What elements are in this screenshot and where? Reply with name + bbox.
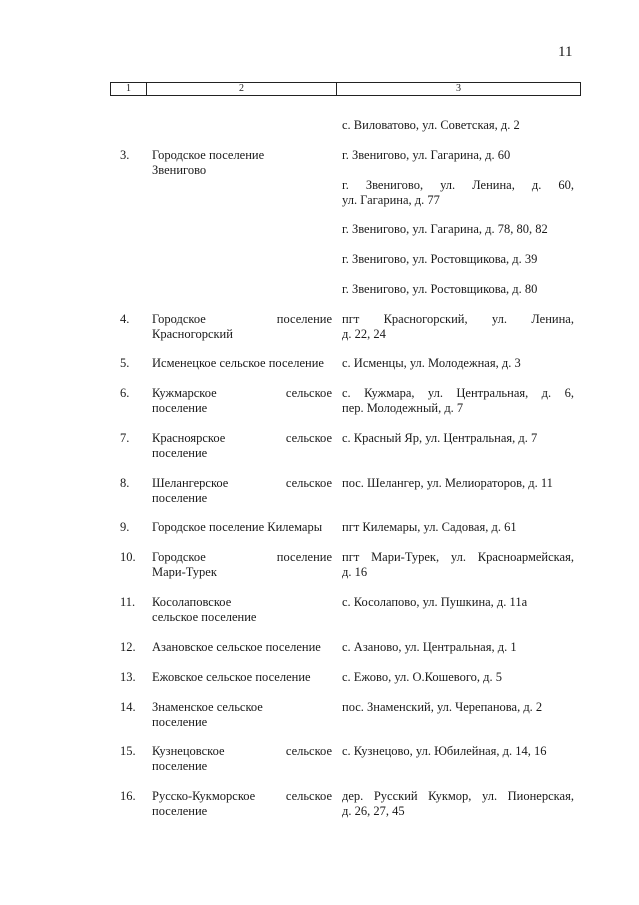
address-entry <box>342 431 574 446</box>
row-number: 7. <box>120 431 130 445</box>
address-entry <box>342 356 574 371</box>
address-entry <box>342 222 574 237</box>
settlement-name-line: Знаменское сельское <box>152 700 263 714</box>
settlement-name <box>152 595 332 625</box>
settlement-name-line: Красноярское сельское <box>152 431 332 445</box>
settlement-name-line: Шелангерское сельское <box>152 476 332 490</box>
address-line: пос. Знаменский, ул. Черепанова, д. 2 <box>342 700 543 714</box>
address-entry <box>342 550 574 580</box>
settlement-name-line: Мари-Турек <box>152 565 217 579</box>
address-line: пер. Молодежный, д. 7 <box>342 401 464 415</box>
address-entry <box>342 789 574 819</box>
address-entry <box>342 744 574 759</box>
row-number: 12. <box>120 640 136 654</box>
settlement-name-line: Исменецкое сельское поселение <box>152 356 324 370</box>
address-entry <box>342 476 574 491</box>
address-line: г. Звенигово, ул. Ростовщикова, д. 80 <box>342 282 538 296</box>
address-line: с. Виловатово, ул. Советская, д. 2 <box>342 118 520 132</box>
settlement-name-line: Городское поселение Килемары <box>152 520 323 534</box>
address-entry <box>342 670 574 685</box>
row-number: 10. <box>120 550 136 564</box>
row-number: 9. <box>120 520 130 534</box>
address-line: с. Кужмара, ул. Центральная, д. 6, <box>342 386 574 400</box>
address-line: г. Звенигово, ул. Гагарина, д. 60 <box>342 148 511 162</box>
header-col-2: 2 <box>147 83 337 95</box>
page-number: 11 <box>558 44 573 60</box>
row-number: 15. <box>120 744 136 758</box>
settlement-name-line: Городское поселение <box>152 550 332 564</box>
settlement-name-line: Азановское сельское поселение <box>152 640 321 654</box>
settlement-name-line: Косолаповское <box>152 595 232 609</box>
address-entry <box>342 148 574 163</box>
settlement-name-line: Русско-Кукморское сельское <box>152 789 332 803</box>
settlement-name <box>152 744 332 774</box>
row-number: 4. <box>120 312 130 326</box>
row-number: 6. <box>120 386 130 400</box>
settlement-name <box>152 789 332 819</box>
address-entry <box>342 386 574 416</box>
address-line: пос. Шелангер, ул. Мелиораторов, д. 11 <box>342 476 553 490</box>
address-entry <box>342 312 574 342</box>
address-line: с. Кузнецово, ул. Юбилейная, д. 14, 16 <box>342 744 547 758</box>
address-entry <box>342 640 574 655</box>
address-entry <box>342 595 574 610</box>
address-entry <box>342 282 574 297</box>
header-col-1: 1 <box>111 83 147 95</box>
header-col-3: 3 <box>456 83 461 94</box>
address-line: г. Звенигово, ул. Гагарина, д. 78, 80, 82 <box>342 222 548 236</box>
address-line: д. 22, 24 <box>342 327 386 341</box>
settlement-name <box>152 520 332 535</box>
row-number: 11. <box>120 595 136 609</box>
row-number: 5. <box>120 356 130 370</box>
address-line: пгт Красногорский, ул. Ленина, <box>342 312 574 326</box>
settlement-name <box>152 386 332 416</box>
address-line: пгт Килемары, ул. Садовая, д. 61 <box>342 520 517 534</box>
row-number: 13. <box>120 670 136 684</box>
settlement-name-line: поселение <box>152 715 208 729</box>
settlement-name-line: поселение <box>152 759 208 773</box>
address-entry <box>342 178 574 208</box>
address-line: с. Красный Яр, ул. Центральная, д. 7 <box>342 431 538 445</box>
address-entry <box>342 252 574 267</box>
settlement-name-line: Ежовское сельское поселение <box>152 670 311 684</box>
settlement-name-line: Красногорский <box>152 327 233 341</box>
address-line: дер. Русский Кукмор, ул. Пионерская, <box>342 789 574 803</box>
settlement-name-line: Кужмарское сельское <box>152 386 332 400</box>
address-line: д. 26, 27, 45 <box>342 804 405 818</box>
row-number: 16. <box>120 789 136 803</box>
settlement-name <box>152 670 332 685</box>
settlement-name-line: Городское поселение <box>152 312 332 326</box>
address-line: с. Исменцы, ул. Молодежная, д. 3 <box>342 356 521 370</box>
address-entry <box>342 118 574 133</box>
settlement-name <box>152 550 332 580</box>
settlement-name <box>152 148 332 178</box>
address-line: г. Звенигово, ул. Ростовщикова, д. 39 <box>342 252 538 266</box>
address-entry <box>342 520 574 535</box>
settlement-name-line: поселение <box>152 804 208 818</box>
address-line: с. Ежово, ул. О.Кошевого, д. 5 <box>342 670 503 684</box>
settlement-name-line: поселение <box>152 401 208 415</box>
settlement-name <box>152 431 332 461</box>
address-line: г. Звенигово, ул. Ленина, д. 60, <box>342 178 574 192</box>
row-number: 8. <box>120 476 130 490</box>
address-line: с. Косолапово, ул. Пушкина, д. 11а <box>342 595 528 609</box>
settlement-name-line: Городское поселение <box>152 148 265 162</box>
settlement-name <box>152 476 332 506</box>
address-line: д. 16 <box>342 565 368 579</box>
address-entry <box>342 700 574 715</box>
settlement-name <box>152 640 332 655</box>
settlement-name <box>152 356 332 371</box>
address-line: ул. Гагарина, д. 77 <box>342 193 440 207</box>
row-number: 3. <box>120 148 130 162</box>
settlement-name <box>152 700 332 730</box>
table-header <box>110 82 581 96</box>
row-number: 14. <box>120 700 136 714</box>
settlement-name-line: поселение <box>152 446 208 460</box>
address-line: с. Азаново, ул. Центральная, д. 1 <box>342 640 517 654</box>
settlement-name <box>152 312 332 342</box>
settlement-name-line: сельское поселение <box>152 610 257 624</box>
settlement-name-line: Звенигово <box>152 163 207 177</box>
settlement-name-line: поселение <box>152 491 208 505</box>
address-line: пгт Мари-Турек, ул. Красноармейская, <box>342 550 574 564</box>
settlement-name-line: Кузнецовское сельское <box>152 744 332 758</box>
